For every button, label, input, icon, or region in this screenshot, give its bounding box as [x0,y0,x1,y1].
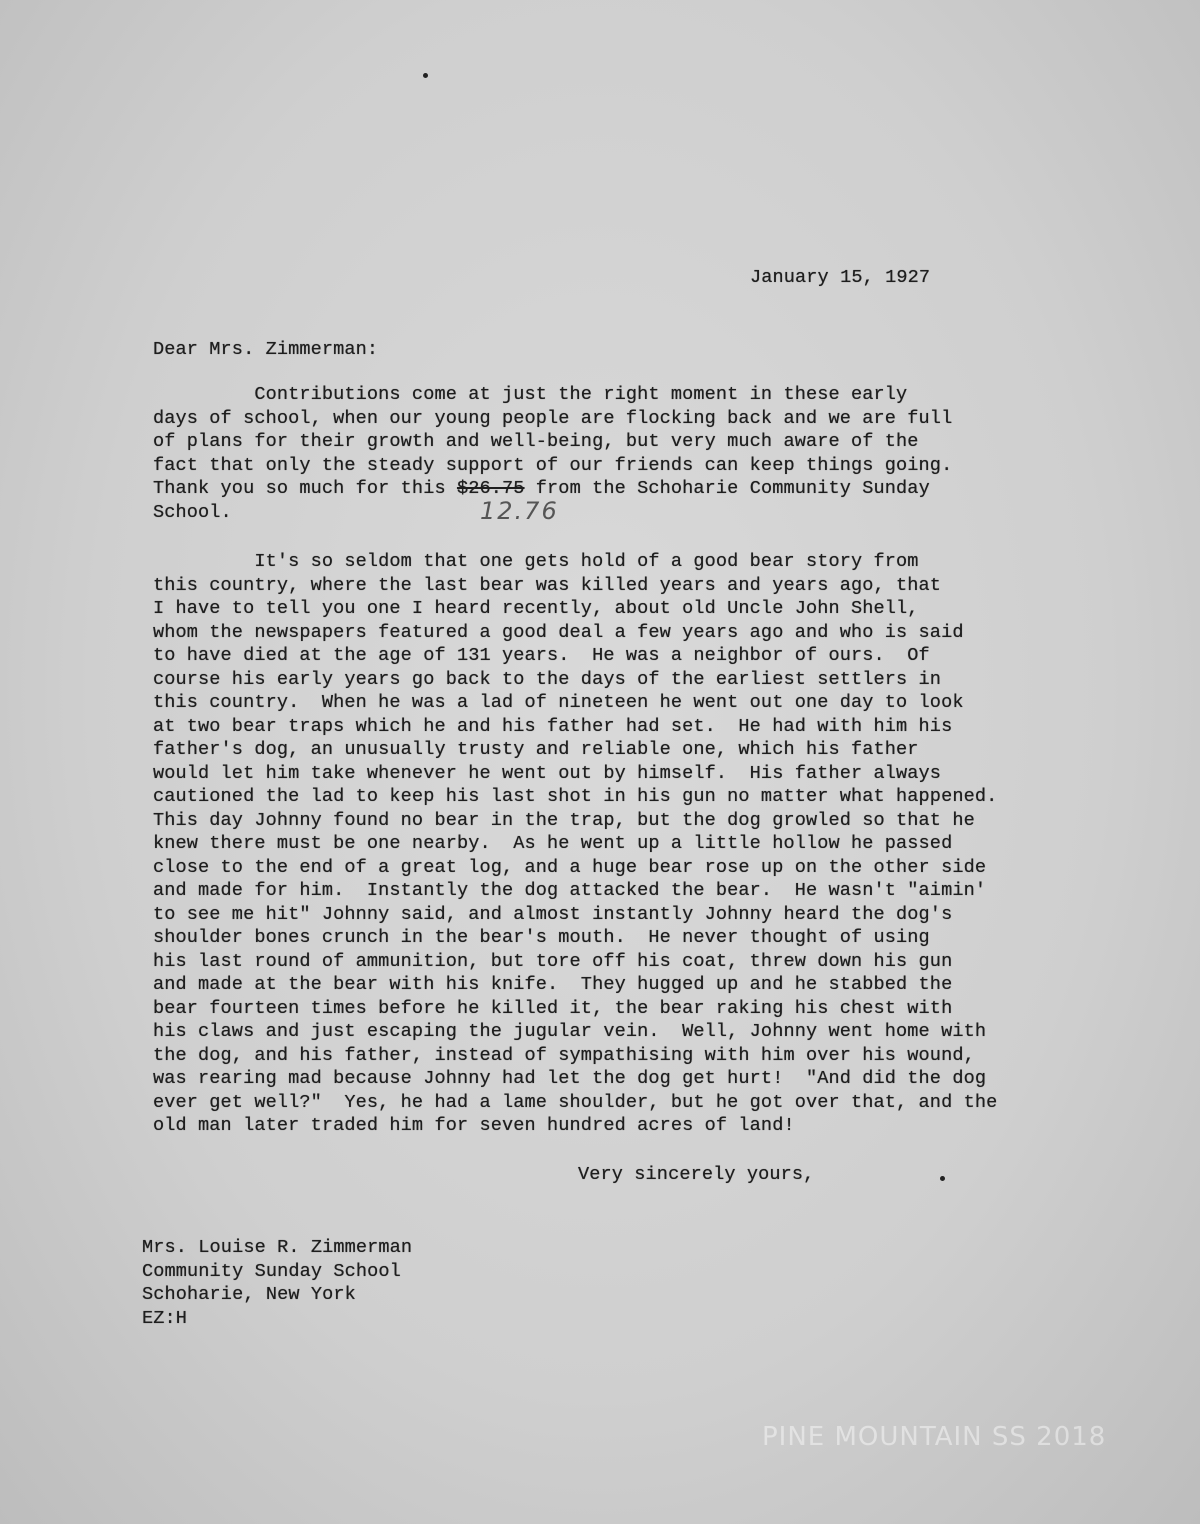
text-line: days of school, when our young people are flocking back and we are full [153,407,953,429]
text-line: his claws and just escaping the jugular vein. Well, Johnny went home with [153,1021,987,1042]
ink-speck [940,1176,945,1181]
text-line: School. [153,501,232,523]
closing: Very sincerely yours, [578,1164,815,1185]
text-line: this country, where the last bear was killed years and years ago, that [153,574,942,596]
salutation: Dear Mrs. Zimmerman: [153,339,379,360]
text-line: father's dog, an unusually trusty and reliable one, which his father [153,739,919,760]
text-segment: from the Schoharie Community Sunday [524,478,930,499]
text-line: fact that only the steady support of our friends can keep things going. [153,454,953,476]
text-segment: Thank you so much for this [153,478,457,499]
struck-amount: $26.75 [456,478,525,499]
ink-speck [423,73,428,78]
text-line: I have to tell you one I heard recently, about old Uncle John Shell, [153,598,919,619]
text-line: the dog, and his father, instead of sympathising with him over his wound, [153,1044,975,1066]
text-line: and made at the bear with his knife. They hugged up and he stabbed the [153,974,953,995]
text-line: It's so seldom that one gets hold of a good bear story from [153,551,919,572]
text-line: cautioned the lad to keep his last shot in his gun no matter what happened. [153,786,998,807]
watermark: PINE MOUNTAIN SS 2018 [762,1422,1107,1452]
text-line: old man later traded him for seven hundred acres of land! [153,1115,795,1136]
text-line: whom the newspapers featured a good deal a few years ago and who is said [153,621,964,643]
text-line: shoulder bones crunch in the bear's mouth. He never thought of using [153,927,930,948]
handwritten-correction: 12.76 [480,497,559,525]
text-line: at two bear traps which he and his father had set. He had with him his [153,715,953,737]
text-line: to see me hit" Johnny said, and almost instantly Johnny heard the dog's [153,903,953,925]
address-line: Schoharie, New York [142,1284,356,1305]
letter-date: January 15, 1927 [750,267,931,288]
recipient-address [142,1236,412,1330]
text-line: knew there must be one nearby. As he went up a little hollow he passed [153,833,953,854]
text-line: would let him take whenever he went out by himself. His father always [153,762,942,784]
text-line: his last round of ammunition, but tore off his coat, threw down his gun [153,950,953,972]
text-line: Contributions come at just the right moment in these early [153,384,908,405]
address-line: EZ:H [142,1307,188,1329]
address-line: Mrs. Louise R. Zimmerman [142,1237,413,1258]
text-line: This day Johnny found no bear in the trap, but the dog growled so that he [153,809,975,831]
address-line: Community Sunday School [142,1260,401,1282]
text-line: course his early years go back to the days of the earliest settlers in [153,668,942,690]
paragraph-2 [153,550,997,1138]
text-line: of plans for their growth and well-being, but very much aware of the [153,431,919,452]
text-line: close to the end of a great log, and a huge bear rose up on the other side [153,856,987,878]
text-line: bear fourteen times before he killed it, the bear raking his chest with [153,997,953,1019]
text-line: ever get well?" Yes, he had a lame shoulder, but he got over that, and the [153,1091,998,1113]
text-line: to have died at the age of 131 years. He was a neighbor of ours. Of [153,645,930,666]
text-line: this country. When he was a lad of nineteen he went out one day to look [153,692,964,713]
text-line: and made for him. Instantly the dog attacked the bear. He wasn't "aimin' [153,880,987,901]
text-line: was rearing mad because Johnny had let the dog get hurt! "And did the dog [153,1068,987,1089]
